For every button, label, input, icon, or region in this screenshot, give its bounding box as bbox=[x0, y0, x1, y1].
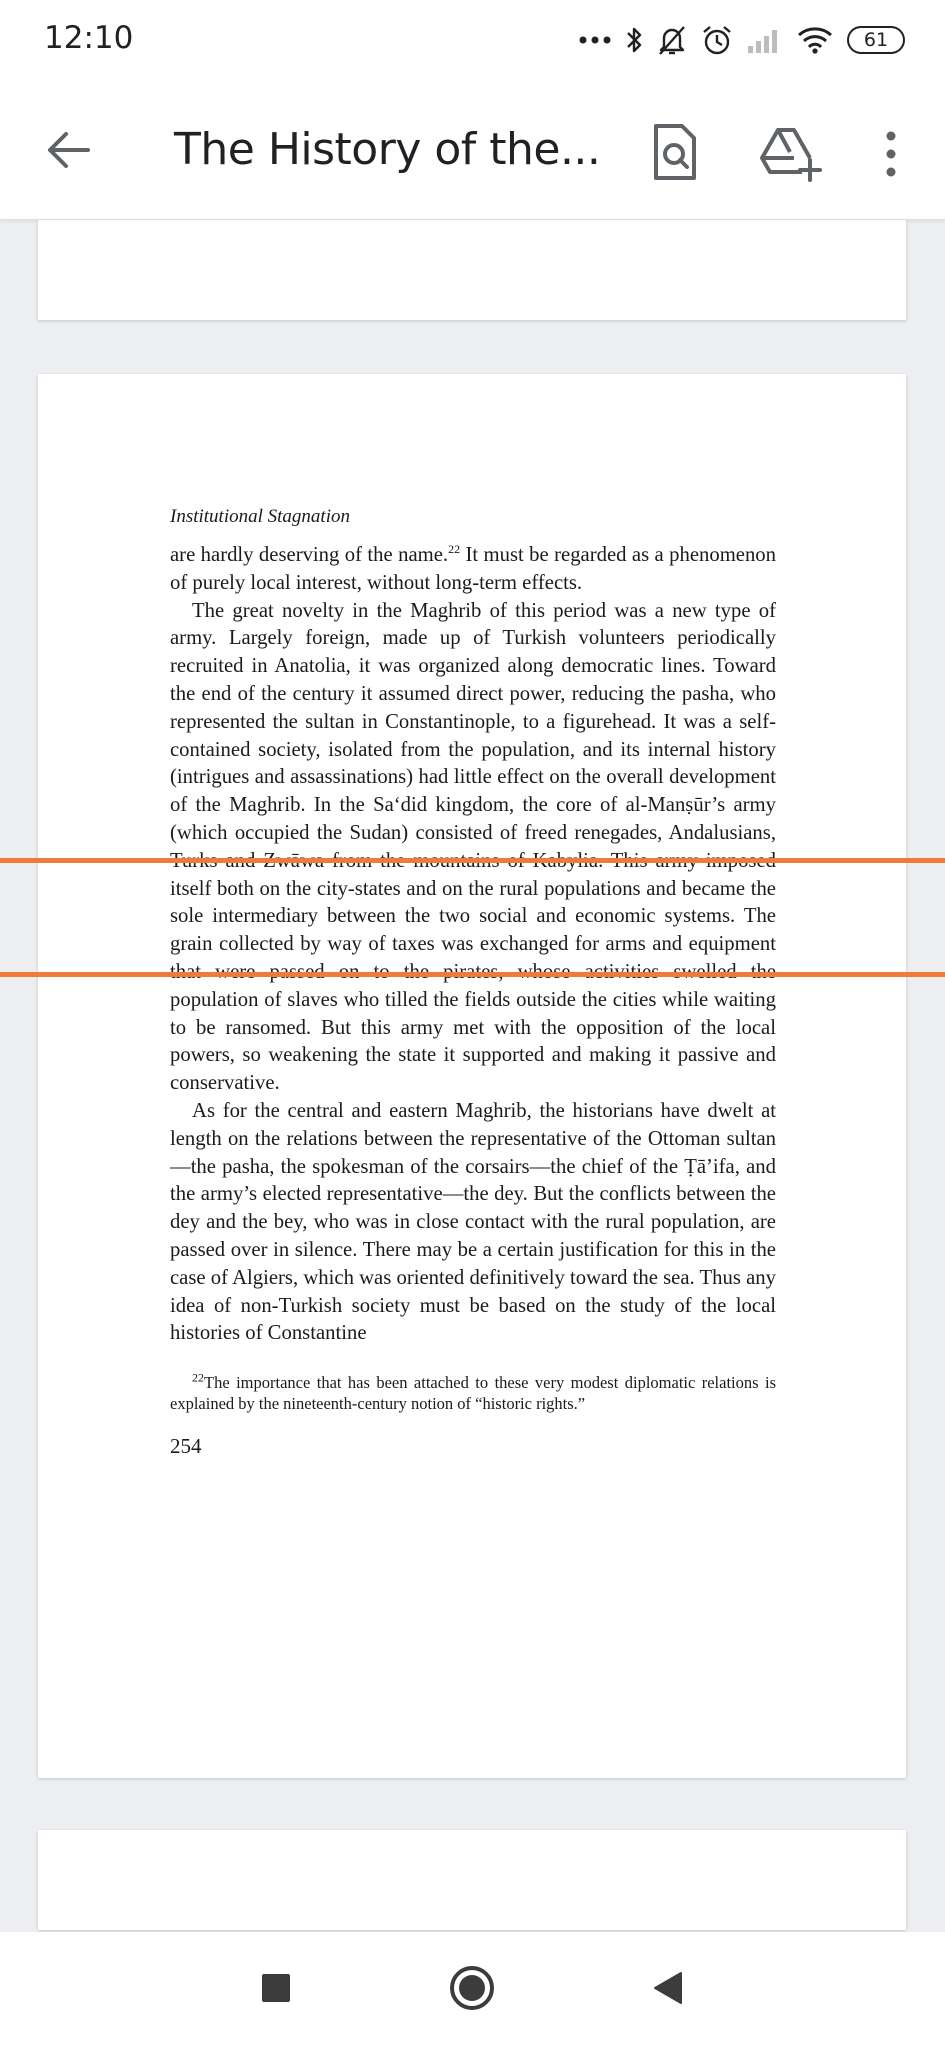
footnote-text: The importance that has been attached to these very modest diplomatic relations is explained by the nineteenth-century notion of “historic rights.” bbox=[170, 1373, 776, 1414]
back-button[interactable] bbox=[38, 122, 98, 182]
more-vert-icon bbox=[874, 171, 908, 188]
status-time: 12:10 bbox=[44, 20, 134, 56]
status-bar bbox=[0, 0, 945, 80]
battery-icon bbox=[847, 26, 905, 54]
muted-bell-icon bbox=[657, 24, 687, 56]
recents-square-icon bbox=[261, 1973, 291, 2008]
home-circle-icon bbox=[449, 1965, 495, 2016]
home-button[interactable] bbox=[444, 1962, 500, 2018]
paragraph: are hardly deserving of the name.$^{22}$ It must be regarded as a phenomenon of purely local interest, without long-term effects. bbox=[170, 542, 776, 594]
previous-page[interactable] bbox=[38, 220, 906, 320]
wifi-icon bbox=[797, 25, 833, 55]
system-back-button[interactable] bbox=[640, 1962, 696, 2018]
next-page[interactable] bbox=[38, 1830, 906, 1930]
more-options-button[interactable] bbox=[874, 124, 908, 184]
footnote-reference: 22 bbox=[448, 542, 461, 557]
battery-level: 61 bbox=[863, 29, 889, 51]
highlight-line-top bbox=[0, 858, 945, 863]
dots-icon bbox=[579, 35, 611, 45]
search-document-icon bbox=[648, 173, 704, 190]
bluetooth-icon bbox=[625, 25, 643, 55]
signal-icon bbox=[747, 26, 783, 54]
footnote bbox=[170, 1372, 776, 1414]
recents-button[interactable] bbox=[248, 1962, 304, 2018]
footnote-number: 22 bbox=[192, 1370, 204, 1385]
add-to-drive-icon bbox=[758, 173, 824, 190]
status-icons bbox=[579, 22, 905, 58]
paragraph: The great novelty in the Maghrib of this period was a new type of army. Largely foreign, made up of Turkish volunteers periodically recruited in Anatolia, it was organized along democratic lines. Toward the end of the century it assumed direct power, reducing the pasha, who represented the sultan in Constantinople, to a figurehead. It was a self-contained society, isolated from the population, and its internal history (intrigues and assassinations) had little effect on the overall development of the Maghrib. In the Sa‘did kingdom, the core of al-Manṣūr’s army (which occupied the Sudan) consisted of freed renegades, Andalusians, itself both on the city-states and on the rural populations and became the sole intermediary between the two social and economic systems. The grain collected by way of taxes was exchanged for arms and equipment population of slaves who tilled the fields outside the cities while waiting to be ransomed. But this army met with the opposition of the local powers, so weakening the state it supported and making it passive and conservative. bbox=[170, 599, 776, 1095]
document-page[interactable] bbox=[38, 374, 906, 1778]
back-arrow-icon bbox=[46, 130, 90, 175]
running-head: Institutional Stagnation bbox=[170, 506, 350, 527]
paragraph: As for the central and eastern Maghrib, the historians have dwelt at length on the relations between the representative of the Ottoman sultan—the pasha, the spokesman of the corsairs—the chief of the Ṭā’ifa, and the army’s elected representative—the dey. But the conflicts between the dey and the bey, who was in close contact with the rural population, are passed over in silence. There may be a certain justification for this in the case of Algiers, which was oriented definitively toward the sea. Thus any idea of non-Turkish society must be based on the study of the local histories of Constantine bbox=[170, 1099, 776, 1345]
page-number: 254 bbox=[170, 1434, 202, 1459]
page-content bbox=[170, 506, 776, 1459]
navigation-bar bbox=[0, 1932, 945, 2048]
document-title: The History of the... bbox=[174, 124, 601, 175]
app-bar bbox=[0, 80, 945, 220]
highlight-line-bottom bbox=[0, 972, 945, 977]
back-triangle-icon bbox=[653, 1971, 683, 2010]
search-in-document-button[interactable] bbox=[648, 120, 704, 186]
alarm-icon bbox=[701, 24, 733, 56]
body-text bbox=[170, 542, 776, 1348]
add-to-drive-button[interactable] bbox=[758, 120, 824, 186]
